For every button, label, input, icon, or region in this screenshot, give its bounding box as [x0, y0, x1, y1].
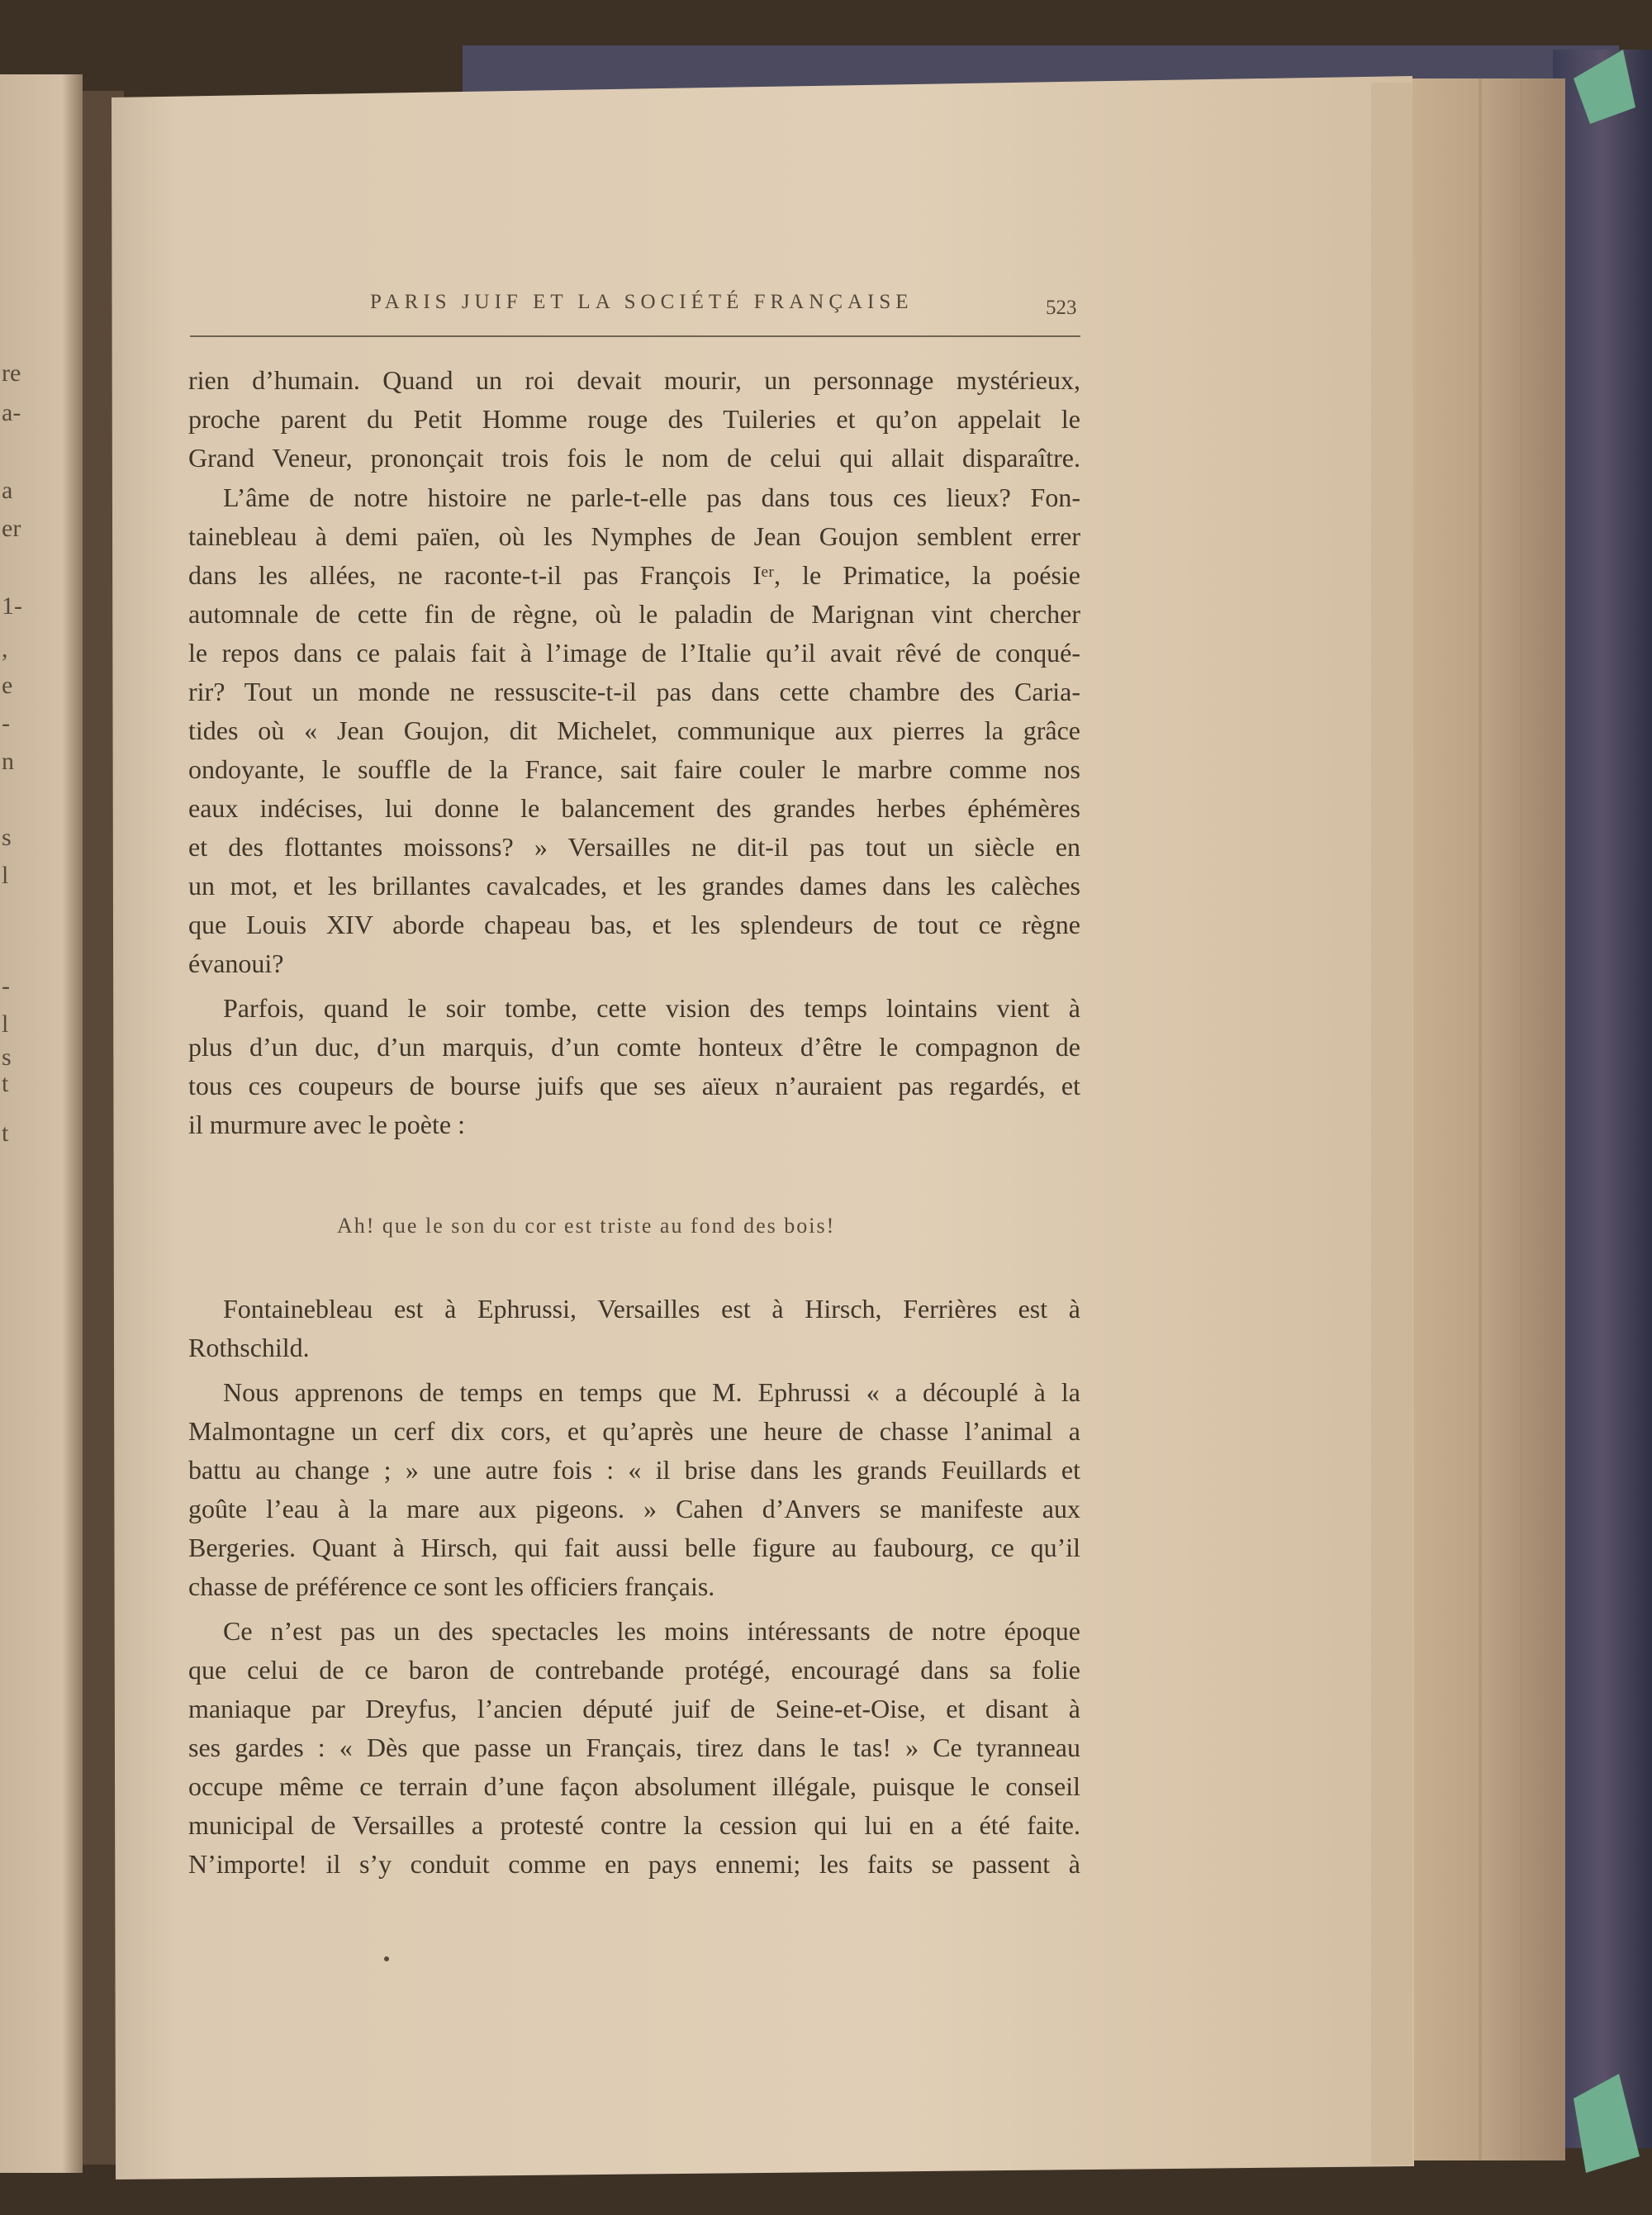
text-line: Rothschild. — [188, 1333, 310, 1362]
running-head: PARIS JUIF ET LA SOCIÉTÉ FRANÇAISE — [370, 291, 914, 313]
left-page-fragment: , — [2, 635, 8, 663]
text-line: L’âme de notre histoire ne parle-t-elle pas dans tous ces lieux? Fon- — [223, 482, 1080, 512]
text-line: dans les allées, ne raconte-t-il pas François Iᵉʳ, le Primatice, la poésie — [188, 560, 1080, 590]
left-page-fragment: a- — [2, 399, 21, 426]
text-line: plus d’un duc, d’un marquis, d’un comte honteux d’être le compagnon de — [188, 1032, 1080, 1062]
text-line: Parfois, quand le soir tombe, cette vision des temps lointains vient à — [223, 993, 1080, 1023]
text-line: tides où « Jean Goujon, dit Michelet, communique aux pierres la grâce — [188, 715, 1080, 745]
text-line: N’importe! il s’y conduit comme en pays ennemi; les faits se passent à — [188, 1849, 1080, 1879]
text-line: le repos dans ce palais fait à l’image de l’Italie qu’il avait rêvé de conqué- — [188, 638, 1080, 668]
verse-quote: Ah! que le son du cor est triste au fond des bois! — [337, 1214, 836, 1238]
text-line: occupe même ce terrain d’une façon absolument illégale, puisque le conseil — [188, 1771, 1080, 1801]
text-line: eaux indécises, lui donne le balancement des grandes herbes éphémères — [188, 793, 1080, 823]
text-line: automnale de cette fin de règne, où le paladin de Marignan vint chercher — [188, 599, 1080, 629]
text-line: tous ces coupeurs de bourse juifs que ses aïeux n’auraient pas regardés, et — [188, 1071, 1080, 1100]
left-page-fragment: a — [2, 477, 13, 504]
left-page-fragment: l — [2, 862, 9, 889]
text-line: et des flottantes moissons? » Versailles ne dit-il pas tout un siècle en — [188, 832, 1080, 862]
text-line: tainebleau à demi païen, où les Nymphes de Jean Goujon semblent errer — [188, 521, 1080, 551]
left-page-fragment: re — [2, 359, 21, 387]
text-line: goûte l’eau à la mare aux pigeons. » Cahen d’Anvers se manifeste aux — [188, 1494, 1080, 1523]
text-line: que celui de ce baron de contrebande protégé, encouragé dans sa folie — [188, 1655, 1080, 1685]
text-line: Fontainebleau est à Ephrussi, Versailles est à Hirsch, Ferrières est à — [223, 1294, 1080, 1324]
left-page-fragment: e — [2, 672, 13, 699]
left-page-fragment: 1- — [2, 592, 22, 620]
text-line: proche parent du Petit Homme rouge des Tuileries et qu’on appelait le — [188, 404, 1080, 434]
text-line: maniaque par Dreyfus, l’ancien député juif de Seine-et-Oise, et disant à — [188, 1694, 1080, 1723]
text-line: un mot, et les brillantes cavalcades, et les grandes dames dans les calèches — [188, 871, 1080, 901]
left-page-fragment: l — [2, 1010, 9, 1038]
text-line: rien d’humain. Quand un roi devait mourir, un personnage mystérieux, — [188, 365, 1080, 395]
left-page-fragment: er — [2, 515, 21, 542]
text-line: chasse de préférence ce sont les officiers français. — [188, 1571, 715, 1601]
left-page-fragment: - — [2, 710, 10, 737]
left-page-fragment: s — [2, 824, 12, 851]
left-page-fragment: - — [2, 972, 10, 1000]
text-line: ondoyante, le souffle de la France, sait faire couler le marbre comme nos — [188, 754, 1080, 784]
text-line: municipal de Versailles a protesté contre la cession qui lui en a été faite. — [188, 1810, 1080, 1840]
header-rule — [190, 335, 1080, 337]
text-line: rir? Tout un monde ne ressuscite-t-il pas dans cette chambre des Caria- — [188, 677, 1080, 706]
text-line: battu au change ; » une autre fois : « il brise dans les grands Feuillards et — [188, 1455, 1080, 1485]
text-line: que Louis XIV aborde chapeau bas, et les splendeurs de tout ce règne — [188, 910, 1080, 939]
text-line: évanoui? — [188, 948, 284, 978]
text-line: Ce n’est pas un des spectacles les moins intéressants de notre époque — [223, 1616, 1080, 1646]
left-page-fragment: n — [2, 748, 14, 775]
text-line: Grand Veneur, prononçait trois fois le nom de celui qui allait disparaître. — [188, 443, 1080, 473]
text-line: ses gardes : « Dès que passe un Français, tirez dans le tas! » Ce tyranneau — [188, 1733, 1080, 1762]
text-line: il murmure avec le poète : — [188, 1110, 465, 1139]
text-line: Bergeries. Quant à Hirsch, qui fait aussi belle figure au faubourg, ce qu’il — [188, 1533, 1080, 1562]
left-page-fragment: s — [2, 1043, 12, 1071]
text-line: Nous apprenons de temps en temps que M. Ephrussi « a découplé à la — [223, 1377, 1080, 1407]
text-line: Malmontagne un cerf dix cors, et qu’après une heure de chasse l’animal a — [188, 1416, 1080, 1446]
page-number: 523 — [1046, 297, 1077, 319]
left-page-fragment: t — [2, 1119, 9, 1147]
left-page-fragment: t — [2, 1070, 9, 1097]
